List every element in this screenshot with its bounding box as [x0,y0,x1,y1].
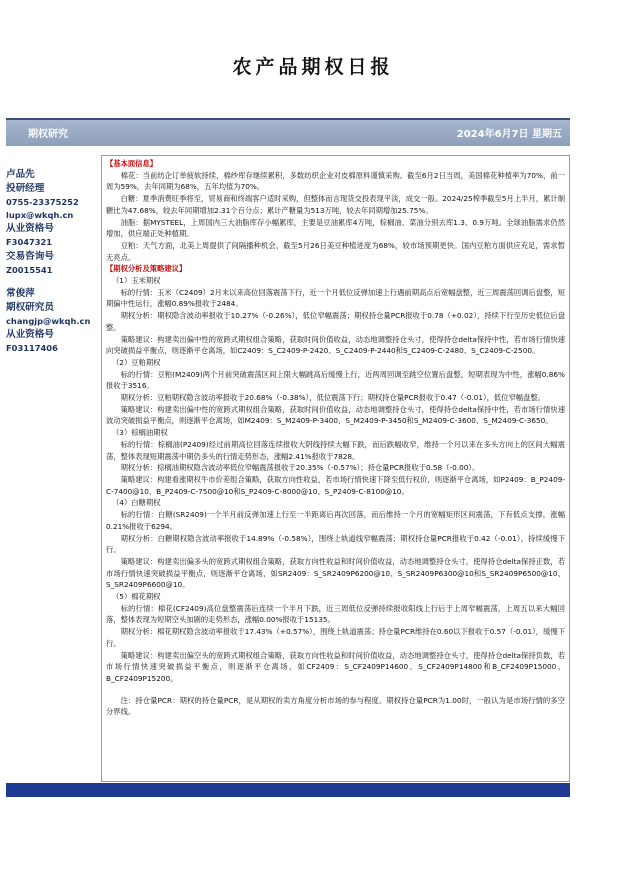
author-sidebar [6,168,98,355]
corn-paragraph: 期权分析：期权隐含波动率报收于10.27%（-0.26%），低位窄幅震荡；期权持仓量PCR报收于0.78（+0.02），持续下行至历史低位后盘整。 [106,311,565,332]
palm-oil-paragraph: 标的行情：棕榈油(P2409)经过前期高位回落连续报收大阴线持续大幅下跌，而后跌幅收窄，维持一个月以来在多头方向上的区间大幅震荡，整体表现短期震荡中期仍多头的行情走势形态，涨幅2.41%报收于7828。 [106,439,565,461]
basics-paragraph: 豆粕：天气方面，北美上周提供了间隔播种机会，截至5月26日美豆种植进度为68%，较市场预期更快。国内豆粕方面供应充足，需求暂无亮点。 [106,240,565,262]
author2-cert-label: 从业资格号 [6,329,54,341]
basics-paragraph: 棉花：当前纺企订单疲软持续，棉纱库存继续累积，多数纺织企业对皮棉原料谨慎采购。截至6月2日当周，美国棉花种植率为70%，前一周为59%，去年同期为68%，五年均值为70%。 [106,170,565,192]
cotton-paragraph: 期权分析：棉花期权隐含波动率报收于17.43%（+0.57%），围绕上轨道震荡；持仓量PCR维持在0.60以下报收于0.57（-0.01），缓慢下行。 [106,627,565,648]
cotton-section-title: （5）棉花期权 [112,592,161,602]
soymeal-paragraph: 策略建议：构建卖出偏中性的宽跨式期权组合策略，获取时间价值收益，动态地调整持仓头寸，使得持仓delta保持中性，若市场行情快速波动突破损益平衡点，则逐渐平仓离场，如M2409：S_M2409-P-3400、S_M2409-P-3450和S_M2409-C-3600、S_M2409-C-3650。 [106,404,565,426]
report-date: 2024年6月7日 星期五 [456,129,562,140]
palm-oil-section-title: （3）棕榈油期权 [112,428,168,438]
basics-heading: 【基本面信息】 [106,159,158,168]
author2-role: 期权研究员 [6,301,54,313]
author2-email: changjp@wkqh.cn [6,315,91,326]
sugar-paragraph: 标的行情：白糖(SR2409)一个半月前反弹加速上行至一半距离后再次回落，而后维持一个月的宽幅矩形区间震荡，下有低点支撑，涨幅0.21%报收于6294。 [106,510,565,531]
author2-cert: F03117406 [6,343,58,354]
sugar-section-title: （4）白糖期权 [112,498,161,508]
basics-paragraph: 白糖：夏季消费旺季将至，贸易商和终端客户适时采购，但整体而言现货交投表现平淡，成交一般。2024/25榨季截至5月上半月，累计制糖比为47.68%，较去年同期增加2.31个百分点；累计产糖量为513万吨，较去年同期增加25.75%。 [106,194,565,215]
corn-paragraph: 策略建议：构建卖出偏中性的宽跨式期权组合策略，获取时间价值收益，动态地调整持仓头寸，使得持仓delta保持中性，若市场行情快速向突破损益平衡点，则逐渐平仓离场，如C2409：S_C2409-P-2420、S_C2409-P-2440和S_C2409-C-2480、S_C2409-C-2500。 [106,334,565,356]
pcr-note: 注：持仓量PCR：期权的持仓量PCR，是从期权的卖方角度分析市场的参与程度。期权持仓量PCR为1.00时，一般认为是市场行情的多空分界线。 [106,695,565,717]
sugar-paragraph: 策略建议：构建卖出偏多头的宽跨式期权组合策略，获取方向性收益和时间价值收益，动态地调整持仓头寸，使得持仓delta保持正数，若市场行情快速突破损益平衡点，则逐渐平仓离场，如SR2409：S_SR2409P6200@10、S_SR2409P6300@10和S_SR2409P6500@10、S_SR2409P6600@10。 [106,556,565,590]
document-title: 农产品期权日报 [232,56,394,78]
report-category: 期权研究 [28,129,68,140]
palm-oil-paragraph: 策略建议：构建看涨期权牛市价差组合策略，获取方向性收益，若市场行情快速下降至低行权价，则逐渐平仓离场，如P2409：B_P2409-C-7400@10、B_P2409-C-7500@10和S_P2409-C-8000@10、S_P2409-C-8100@10。 [106,474,565,496]
author1-role: 投研经理 [6,183,45,194]
author1-invest: Z0015541 [6,264,53,275]
author1-invest-label: 交易咨询号 [6,250,54,262]
cotton-paragraph: 标的行情：棉花(CF2409)高位盘整震荡后连续一个半月下跌，近三周低位反弹持续报收阳线上行后于上周窄幅震荡，上周五以来大幅回落，整体表现为短期空头加剧的走势形态，涨幅0.00%报收于15135。 [106,603,565,625]
author1-cert-label: 从业资格号 [6,223,54,235]
analysis-heading: 【期权分析及策略建议】 [106,264,187,274]
corn-section-title: （1）玉米期权 [112,276,161,286]
soymeal-paragraph: 期权分析：豆粕期权隐含波动率报收于20.68%（-0.38%），低位震荡下行；期权持仓量PCR报收于0.47（-0.01），低位窄幅盘整。 [120,393,545,403]
report-body [101,155,570,782]
basics-paragraph: 油脂：据MYSTEEL，上周国内三大油脂库存小幅累库，主要是豆油累库4万吨，棕榈油、菜油分别去库1.3、0.9万吨。全球油脂需求仍然增加，供应端正处种植期。 [106,217,565,239]
corn-paragraph: 标的行情：玉米（C2409）2月末以来高位回落震荡下行，近一个月低位反弹加速上行遇前期高点后宽幅盘整，近三周震荡回调后盘整，短期偏中性运行，涨幅0.89%报收于2484。 [106,287,565,309]
footer-band [6,783,570,797]
soymeal-section-title: （2）豆粕期权 [112,357,161,367]
author2-name: 常俊萍 [6,287,35,299]
author1-email: lupx@wkqh.cn [6,210,74,221]
sugar-paragraph: 期权分析：白糖期权隐含波动率报收于14.89%（-0.58%），围绕上轨道线窄幅震荡；期权持仓量PCR报收于0.42（-0.01），持续缓慢下行。 [106,533,565,555]
author1-phone: 0755-23375252 [6,197,79,207]
cotton-paragraph: 策略建议：构建卖出偏空头的宽跨式期权组合策略，获取方向性收益和时间价值收益，动态地调整持仓头寸，使得持仓delta保持负数，若市场行情快速突破损益平衡点，则逐渐平仓离场，如CF2409：S_CF2409P14600、S_CF2409P14800和B_CF2409P15000、B_CF2409P15200。 [106,650,565,683]
author1-name: 卢品先 [6,169,35,180]
soymeal-paragraph: 标的行情：豆粕(M2409)两个月前突破震荡区间上限大幅跳高后缓慢上行，近两周回调至跳空位置后盘整，短期表现为中性，涨幅0.86%报收于3516。 [106,369,565,391]
palm-oil-paragraph: 期权分析：棕榈油期权隐含波动率低位窄幅震荡报收于20.35%（-0.57%）；持仓量PCR报收于0.58（-0.00）。 [120,463,480,473]
author1-cert: F3047321 [6,237,53,248]
header-band [6,118,570,146]
